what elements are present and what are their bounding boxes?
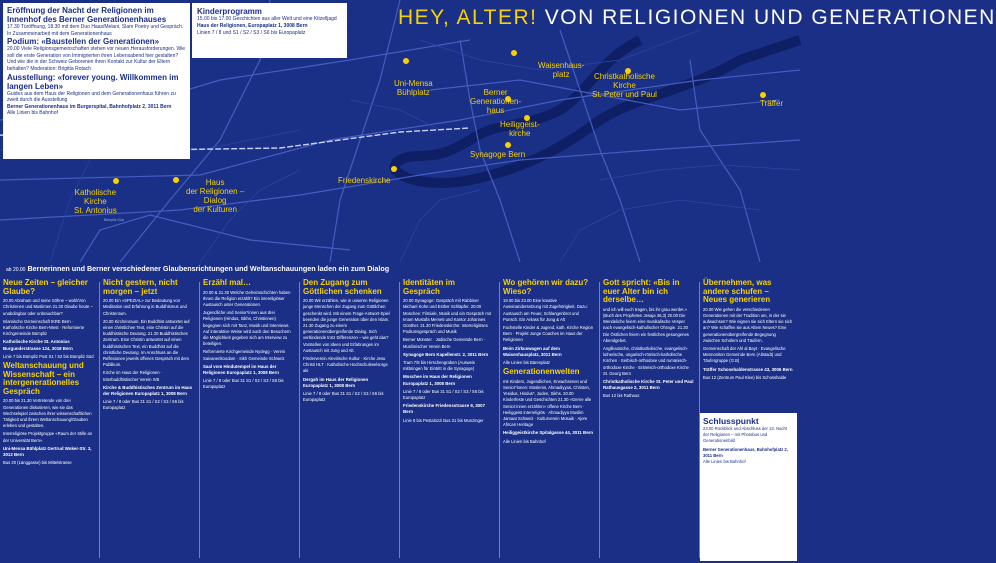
- column-transit: Linie 7 / 8 oder Bus 31 S1 / S2 / S3 / S6 bis Europaplatz: [203, 378, 284, 390]
- column-text: 20.00 Wie gehen die verschiedenen Generationen mit der Tradition um, in der sie aufwachsen? Wie eignen sie sich Eltern sie sich an? Wie schaffen sie aus Altem Neues? Eine generationenübergreifende Begegnung zwischen Schülern und Täufern.: [703, 306, 793, 343]
- column-text: und ich will euch tragen, bis ihr grau werdet.» (Buch des Propheten Jesaja 46,3) 20.00 Die Wendeliche feiern eine musikalische Vesper nach evangelisch-katholischer Ohragie. 21.30 Die Östlichen feiern ein festliches gesungenes Abendgebet.: [603, 306, 689, 343]
- closing-text: 23.00 Rückblick und Abschluss der 13. Nacht der Religionen – mit Photobus und Generationenbild: [703, 426, 788, 444]
- kids-lines: Linien 7 / 8 und S1 / S2 / S3 / S6 bis Europaplatz: [197, 30, 306, 36]
- column-text: 19.00 bis 23.00 Eine kreative Auseinandersetzung mit Zugehörigkeit. Dazu: Austausch am Feuer, Schlangenbrot und Punsch. Ein Anlass für Jung & Alt: [503, 298, 588, 322]
- opening-heading: Eröffnung der Nacht der Religionen im Innenhof des Berner Generationenhauses: [7, 6, 167, 24]
- program-column-4: [300, 279, 397, 561]
- closing-box: [700, 413, 797, 561]
- opening-info-box: [3, 3, 190, 159]
- column-heading: Den Zugang zum Göttlichen schenken: [303, 278, 382, 296]
- label-buempliz-sued: Bümpliz Süd: [104, 218, 124, 222]
- column-heading: Nicht gestern, nicht morgen – jetzt: [103, 278, 178, 296]
- column-heading: Neue Zeiten – gleicher Glaube?: [3, 278, 88, 296]
- column-organizers: Reformierte Kirchgemeinde Nydegg · Verein Saivanerikoodam · Sikh Gemeinde Schweiz: [203, 349, 286, 361]
- opening-address: Berner Generationenhaus im Burgerspital, Bahnhofplatz 2, 3011 Bern: [7, 103, 172, 110]
- column-address: Katholische Kirche St. Antonius Burgunderstrasse 124, 3018 Bern: [3, 339, 73, 351]
- label-heiliggeistkirche: Heiliggeist- kirche: [500, 120, 540, 138]
- label-haus-der-religionen: Haus der Religionen – Dialog der Kulturen: [186, 178, 245, 214]
- column-organizers-2: Interreligiöse Projektgruppe «Raum der Stille an der Universität Bern»: [3, 431, 93, 443]
- closing-address: Berner Generationenhaus, Bahnhofplatz 2, 3011 Bern: [703, 446, 788, 458]
- column-address-2: Moschee im Haus der Religionen Europaplatz 1, 3008 Bern: [403, 374, 472, 386]
- title-part-2: VON RELIGIONEN UND GENERATIONEN: [544, 6, 996, 29]
- label-uni-mensa: Uni-Mensa Bühlplatz: [394, 79, 433, 97]
- program-columns: [0, 276, 800, 563]
- label-friedenskirche: Friedenskirche: [338, 176, 391, 185]
- program-column-3: [200, 279, 297, 561]
- column-transit-3: Linie 6 bis Pestalozzi Bus 31 bis Munzinger: [403, 417, 484, 423]
- column-transit: Bus 12 bis Rathaus: [603, 393, 640, 399]
- column-organizers: Islamische Gemeinschaft IKRE Bern · Katholische Kirche Bern-West · Reformierte Kirchgemeinde Bümpliz: [3, 318, 85, 337]
- column-address: Beim Zirkuswagen auf dem Waisenhausplatz, 3011 Bern: [503, 345, 562, 357]
- column-heading-2: Weltanschauung und Wissenschaft – ein intergenerationelles Gespräch: [3, 361, 84, 396]
- label-traeffer: Träffer: [760, 99, 784, 108]
- poster-title: [398, 6, 996, 30]
- column-address-2: Uni-Mensa Bühlplatz Gertrud Woker-Str. 3, 3012 Bern: [3, 445, 92, 458]
- column-organizers: Gemeinschaft der Ahl al Bayt · Evangelische Mennoniten Gemeinde Bern (Altstadt) und Täufergruppe (G.B): [703, 346, 786, 364]
- kids-address: Haus der Religionen, Europaplatz 1, 3008 Bern: [197, 23, 308, 29]
- column-address-2: Heiliggeistkirche Spitalgasse 44, 3011 Bern: [503, 430, 594, 436]
- column-address: Dergah im Haus der Religionen Europaplatz 1, 3008 Bern: [303, 376, 369, 388]
- column-address: Saal vom Hindutempel im Haus der Religionen Europaplatz 1, 3008 Bern: [203, 363, 279, 376]
- column-heading: Übernehmen, was andere schufen – Neues generieren: [703, 278, 772, 305]
- exhibition-heading: Ausstellung: «forever young. Willkommen im langen Leben»: [7, 72, 179, 91]
- column-heading: Wo gehören wir dazu? Wieso?: [503, 278, 589, 296]
- title-part-1: HEY, ALTER!: [398, 6, 538, 29]
- column-transit: Linie 7 bis Bümpliz Post S1 / S2 bis Bümpliz Süd: [3, 353, 94, 359]
- column-organizers: Kirche im Haus der Religionen · Interbuddhistischer Verein IVB: [103, 370, 163, 382]
- label-waisenhausplatz: Waisenhaus- platz: [538, 61, 585, 79]
- podium-text: 20.00 Viele Religionsgemeinschaften stehen vor neuen Herausforderungen. Wie soll die erste Generation von Immigrierten ihren Lebensabend hier gestalten? Und wie die in der Schweiz Geborenen ihren Kontakt zur Kultur der Eltern behalten? Moderation: Brigitta Rotach: [7, 46, 186, 72]
- map-dot-traeffer: [760, 92, 766, 98]
- column-text: 20.00 Ein «SPEZIAL» zur Bedeutung von Meditation und Erfahrung in Buddhismus und Christentum.: [103, 298, 187, 316]
- column-organizers: Anglikanische, christkatholische, evangelisch-lutherische, ungarisch-römisch-katholische Kirchen · Serbisch-orthodoxe und rumänisch-orthodoxe Kirche · Eritreisch-orthodoxe Kirche St. Georg Bern: [603, 346, 689, 376]
- column-transit-2: Bus 20 (Länggasse) bis Mittelstrasse: [3, 460, 72, 466]
- column-transit: Linie 7 / 8 oder Bus 31 S1 / S2 / S3 / S6 bis Europaplatz: [303, 391, 384, 403]
- map-dot-synagoge: [505, 142, 511, 148]
- program-column-2: [100, 279, 197, 561]
- column-text-detail: 20.00 Kirchenraum. Ein Buddhist antwortet auf einen christlichen Text, eine Christin auf die buddhistische Deutung. 21.30 Buddhistisches Zentrum. Eine Christin antwortet auf einen buddhistischen Text, ein Buddhist auf die christliche Deutung. Im Anschluss an die Reflexionen jeweils offenes Gespräch mit dem Publikum.: [103, 318, 190, 368]
- column-address-3: Friedenskirche Friedensstrasse 9, 3007 Bern: [403, 403, 486, 415]
- closing-transit: Alle Linien bis Bahnhof: [703, 459, 746, 465]
- intro-time: ab 20.00: [6, 267, 26, 273]
- program-column-7: [600, 279, 697, 561]
- city-map: [0, 0, 996, 262]
- column-transit: Linie 7 / 8 oder Bus 31 S1 / S2 / S3 / S6 bis Europaplatz: [103, 399, 184, 411]
- intro-text: Bernerinnen und Berner verschiedener Glaubensrichtungen und Weltanschauungen laden ein zum Dialog: [27, 264, 390, 273]
- column-organizers: Berner Münster · Jüdische Gemeinde Bern · Muslimischer Verein Bern: [403, 337, 486, 349]
- column-transit: Alle Linien bis Bärenplatz: [503, 360, 551, 366]
- column-text: 20.00 & 21.30 Welche Geheimschichten haben Ihnen die Religion erzählt? Ein intereligiöser Austausch unter Generationen.: [203, 289, 291, 307]
- column-transit-2: Linie 7 / 8 oder Bus 31 S1 / S2 / S3 / S6 bis Europaplatz: [403, 388, 484, 401]
- closing-heading: Schlusspunkt: [703, 416, 759, 426]
- opening-lines: Alle Linien bis Bahnhof: [7, 110, 58, 117]
- label-christkatholische-kirche: Christkatholische Kirche St. Peter und Paul: [592, 72, 657, 99]
- column-text-detail: Jugendliche und Senior*innen aus drei Religionen (Hindus, Sikhs, Christinnen) begegnen sich mit Tanz, Musik und Interviews. Auf interaktive Weise wird auch den Besuchern die Möglichkeit gegeben sich am Interview zu beteiligen.: [203, 310, 291, 347]
- column-heading: Gott spricht: «Bis in euer Alter bin ich derselbe…: [603, 278, 680, 305]
- podium-heading: Podium: «Baustellen der Generationen»: [7, 37, 160, 47]
- program-column-1: [0, 279, 97, 561]
- program-column-6: [500, 279, 597, 561]
- label-st-antonius: Katholische Kirche St. Antonius: [74, 188, 117, 215]
- exhibition-text: Guides aus dem Haus der Religionen und dem Generationenhaus führen zu zweit durch die Ausstellung: [7, 90, 176, 104]
- column-address: Synagoge Bern Kapellenstr. 2, 3011 Bern: [403, 351, 489, 357]
- label-generationenhaus: Berner Generationen- haus: [470, 88, 522, 115]
- column-text-2: 20.00 bis 21.30 Vertretende von drei Generationen diskutieren, wie sie das Wechselspiel zwischen ihrer wissenschaftlichen Tätigkeit und ihrem Weltanschauung/Glauben erleben und gestalten.: [3, 398, 92, 429]
- program-column-5: [400, 279, 497, 561]
- kids-heading: Kinderprogramm: [197, 7, 262, 16]
- column-text: 20.00 Synagoge: Gespräch mit Rabbiner Michael Kohn und Esther Schläpfer. 20.00 Moschee: Filmiale, Musik und ein Gespräch mit Imam Mustafa Memeti und Kantor Johannes Günther. 21.30 Friedenskirche: Interreligiöses Podiumsgespräch und Musik: [403, 298, 491, 335]
- column-heading: Identitäten im Gespräch: [403, 278, 456, 296]
- column-transit-2: Alle Linien bis Bahnhof: [503, 438, 546, 444]
- intro-banner: [0, 262, 800, 276]
- label-synagoge: Synagoge Bern: [470, 150, 526, 159]
- column-transit: Tram 7/8 bis Hirschengraben (Ausweis mitbringen für Eintritt in die Synagoge): [403, 360, 475, 372]
- column-organizers: Förderverein Alevitische Kultur · Kirche Jesu Christi HLT · Katholische Hochschulseelsorge aki: [303, 356, 388, 374]
- column-text: 20.00 Abraham und seine Söhne – wohl/Von Christinnen und Muslimen 21.30 Glaube heute – unabdingbar oder unbrauchbar?: [3, 298, 93, 316]
- kids-text: 15.00 bis 17.00 Geschichten aus aller Welt und eine Kitzelljagd: [197, 16, 337, 22]
- column-address: Christkatholische Kirche St. Peter und Paul Rathausgasse 2, 3011 Bern: [603, 379, 694, 391]
- map-dot-st-antonius: [113, 178, 119, 184]
- column-text-2: mit Kindern, Jugendlichen, Erwachsenen und Senior*innen: Moslems, Ahmadiyyas, Christen, Yesidus, Hindus*, Juden, Sikhs. 20.00 Kinderfeste und Geschichten 21.30 «Gerne alle Senior:innen erzählen» offene Kirche Bern · Heiliggeist interreligiös · Ahmadiyya Muslim Jamaat Schweiz · Kulturverein Mosaik · Ajere African Heritage: [503, 378, 592, 428]
- column-organizers: Fachstelle Kinder & Jugend, kath. Kirche Region Bern · Projekt Junge Coaches im Haus der Religionen: [503, 325, 594, 343]
- column-heading-2: Generationenwelten: [503, 367, 580, 377]
- map-dot-waisenhaus: [511, 50, 517, 56]
- map-dot-friedenskirche: [391, 166, 397, 172]
- program-column-8: [700, 279, 797, 414]
- column-transit: Bus 12 (Zentrum Paul Klee) bis Schosshalde: [703, 374, 787, 380]
- opening-text: 17.30 Türöffnung, 18.30 mit dem Duo Haas/Melani, Slam Poetry und Gespräch. In Zusammenarbeit mit dem Generationenhaus: [7, 24, 184, 37]
- column-address: Kirche & Buddhistisches Zentrum im Haus der Religionen Europaplatz 1, 3008 Bern: [103, 384, 193, 397]
- map-dot-haus-der-religionen: [173, 177, 179, 183]
- column-address: Träffer Schosshaldenstrasse 43, 3006 Bern: [703, 366, 793, 372]
- map-dot-unimensa: [403, 58, 409, 64]
- kids-program-box: [192, 3, 347, 58]
- column-text: 20.00 Wir erzählen, wie in unseren Religionen junge Menschen der Zugang zum Göttlichen geschenkt wird. Mit einem Frage-Antwort-Spiel beenden die junge Generation über den Islam. 21.30 Zugang zu einem generationenübergreifende Dialog. Sich verbindende trotz Differenzen – wie geht das? Vorstellen von Ideen und Erfahrungen im Austausch mit Jung und Alt.: [303, 298, 390, 353]
- column-heading: Erzähl mal…: [203, 278, 252, 287]
